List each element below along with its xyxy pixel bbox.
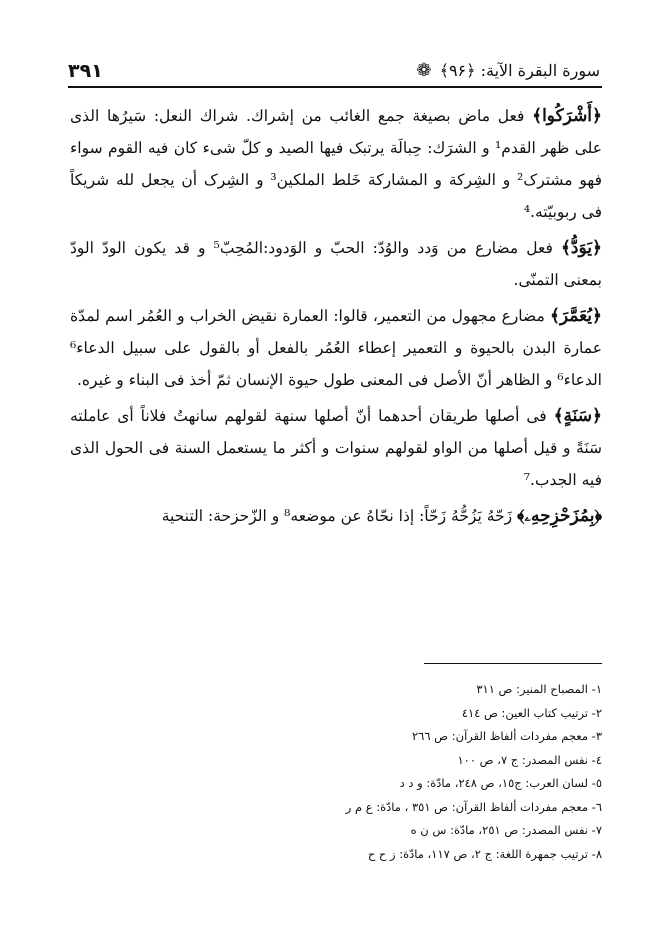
entry-sanatin bbox=[70, 400, 602, 496]
entry-term: ﴿بِمُزَحْزِحِهِۦ﴾ bbox=[517, 506, 602, 526]
entry-yawaddu bbox=[70, 232, 602, 296]
flower-ornament-icon: ❁ bbox=[416, 60, 432, 81]
footnotes bbox=[70, 678, 602, 866]
entry-text: مضارع مجهول من التعمير، قالوا: العمارة نقيض الخراب و العُمُر اسم لمدّة عمارة البدن بالحيوة و التعمير إعطاء العُمُر بالفعل أو بالقول على سبيل الدعاء⁶ الدعاء⁶ و الظاهر أنّ الأصل فى المعنى طول حيوة الإنسان ثمّ أخذ فى البناء و غيره. bbox=[70, 307, 602, 389]
running-title-text: سورة البقرة الآية: ﴿۹۶﴾ bbox=[439, 61, 600, 80]
footnote-1: ١- المصباح المنير: ص ٣١١ bbox=[476, 682, 602, 696]
entry-text: فعل ماض بصيغة جمع الغائب من إشراك. شراك النعل: سَيرُها الذى على ظهر القدم¹ و الشرَك: حِبالَة يرتبک فيها الصيد و كلّ شىء كان فيه القوم سواء فهو مشترک² و الشِرکة و المشاركة خَلط الملكين³ و الشِرک أن يجعل لله شريكاً فى ربوبيّته.⁴ bbox=[70, 107, 602, 221]
footnote-4: ٤- نفس المصدر: ج ٧، ص ١٠٠ bbox=[457, 752, 602, 767]
entry-term: ﴿سَنَةٍ﴾ bbox=[553, 406, 602, 426]
entry-term: ﴿يُعَمَّرَ﴾ bbox=[549, 306, 602, 326]
entry-term: ﴿أَشْرَكُوا﴾ bbox=[532, 106, 602, 126]
footnote-8: ٨- ترتيب جمهرة اللغة: ج ٢، ص ١١٧، مادّة: ز ح ح bbox=[367, 846, 602, 861]
footnote-2: ٢- ترتيب كتاب العين: ص ٤١٤ bbox=[461, 705, 602, 720]
page-header bbox=[68, 58, 602, 88]
footnote-3: ٣- معجم مفردات ألفاظ القرآن: ص ٢٦٦ bbox=[412, 729, 602, 743]
footnote-separator bbox=[424, 663, 602, 664]
footnote-6: ٦- معجم مفردات ألفاظ القرآن: ص ٣٥١ ، مادّة: ع م ر bbox=[345, 799, 602, 814]
entry-yuammar bbox=[70, 300, 602, 396]
running-title bbox=[413, 58, 600, 84]
entry-term: ﴿يَوَدُّ﴾ bbox=[560, 238, 602, 258]
entry-ashraku bbox=[70, 100, 602, 228]
entry-text: فعل مضارع من وَدد والوُدّ: الحبّ و الوَدود:المُحِبّ⁵ و قد يكون الودّ الودّ بمعنى التمنّى. bbox=[70, 239, 602, 289]
entry-text: زَحّهُ يَزُحُّهُ زَحّاً: إذا نحّاهُ عن موضعه⁸ و الزّحزحة: التنحية bbox=[161, 507, 518, 525]
main-text bbox=[70, 100, 602, 536]
footnote-7: ٧- نفس المصدر: ص ٢٥١، مادّة: س ن ه bbox=[410, 823, 602, 837]
page-number: ۳۹۱ bbox=[68, 60, 103, 82]
entry-text: فى أصلها طريقان أحدهما أنّ أصلها سنهة لقولهم سانهتُ فلاناً أى عاملته سَنَةً و قيل أصلها من الواو لقولهم سنوات و أكثر ما يستعمل السنة فى الحول الذى فيه الجدب.⁷ bbox=[70, 407, 602, 489]
footnote-5: ٥- لسان العرب: ج١٥، ص ٢٤٨، مادّة: و د د bbox=[399, 776, 602, 790]
entry-bimuzahzihihi bbox=[70, 500, 602, 532]
